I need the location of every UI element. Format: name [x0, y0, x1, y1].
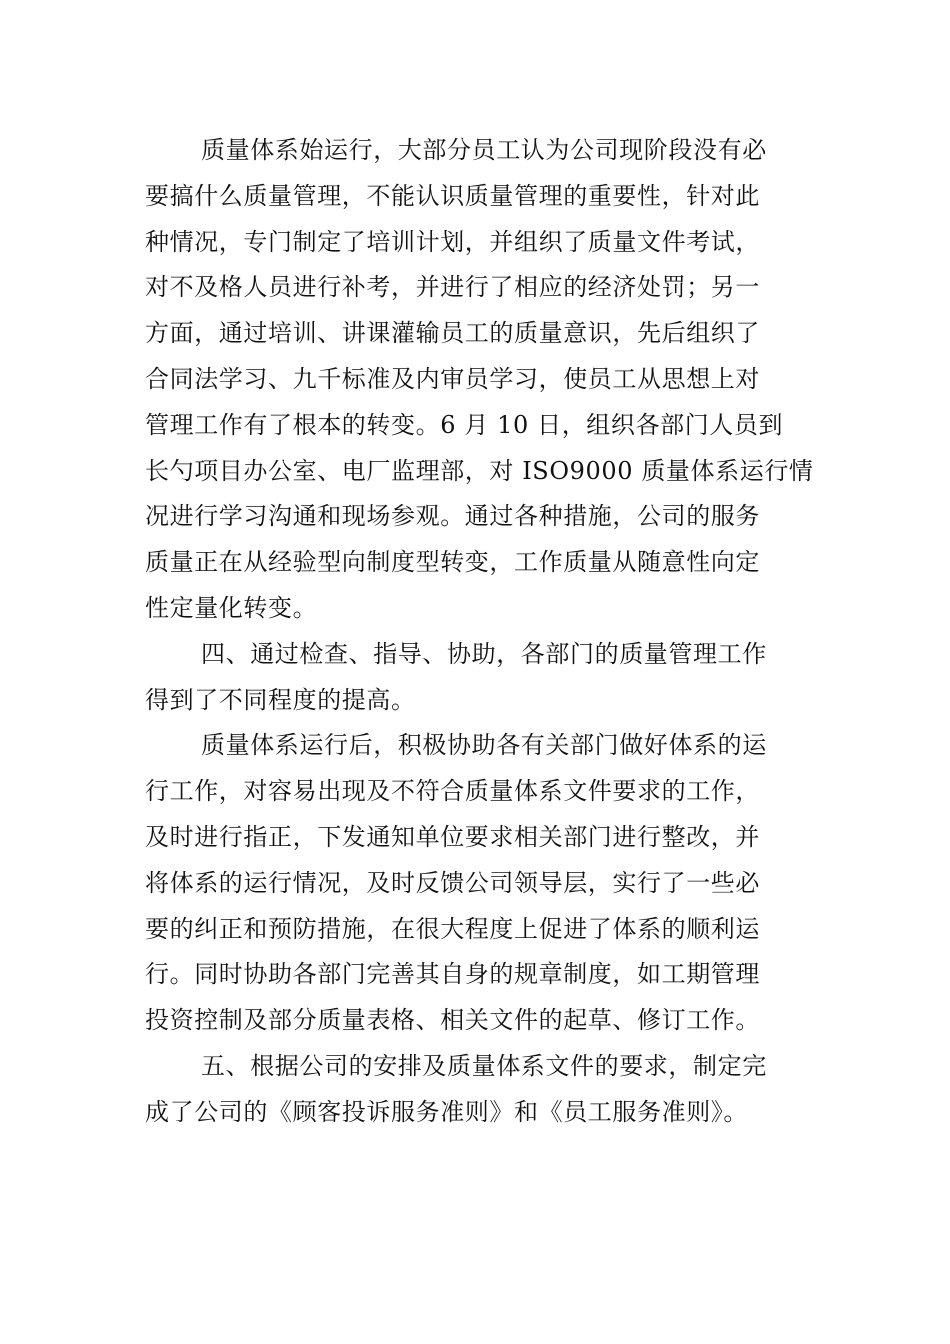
text-line: 四、通过检查、指导、协助，各部门的质量管理工作 [201, 639, 767, 668]
text-line: 况进行学习沟通和现场参观。通过各种措施，公司的服务 [145, 502, 760, 531]
paragraph-section-four-heading [145, 632, 807, 724]
text-line: 质量正在从经验型向制度型转变，工作质量从随意性向定 [145, 548, 760, 577]
text-line: 管理工作有了根本的转变。6 月 10 日，组织各部门人员到 [145, 410, 784, 439]
text-line: 合同法学习、九千标准及内审员学习，使员工从思想上对 [145, 364, 760, 393]
text-line: 质量体系始运行，大部分员工认为公司现阶段没有必 [201, 136, 767, 164]
paragraph-section-five [145, 1044, 807, 1136]
text-line: 成了公司的《顾客投诉服务准则》和《员工服务准则》。 [145, 1097, 748, 1126]
text-line: 要的纠正和预防措施，在很大程度上促进了体系的顺利运 [145, 914, 760, 943]
document-body [145, 128, 814, 1136]
text-line: 性定量化转变。 [145, 593, 318, 622]
text-line: 对不及格人员进行补考，并进行了相应的经济处罚；另一 [145, 273, 760, 302]
text-line: 得到了不同程度的提高。 [145, 685, 416, 714]
paragraph-system-operation [145, 723, 807, 1044]
text-line: 及时进行指正，下发通知单位要求相关部门进行整改，并 [145, 822, 760, 851]
text-line: 要搞什么质量管理，不能认识质量管理的重要性，针对此 [145, 181, 760, 210]
text-line: 种情况，专门制定了培训计划，并组织了质量文件考试， [145, 227, 760, 256]
text-line: 投资控制及部分质量表格、相关文件的起草、修订工作。 [145, 1006, 760, 1035]
text-line: 行。同时协助各部门完善其自身的规章制度，如工期管理 [145, 960, 760, 989]
text-line: 方面，通过培训、讲课灌输员工的质量意识，先后组织了 [145, 319, 760, 348]
paragraph-quality-training [145, 128, 814, 632]
text-line: 行工作，对容易出现及不符合质量体系文件要求的工作， [145, 777, 760, 806]
text-line: 长勺项目办公室、电厂监理部，对 ISO9000 质量体系运行情 [145, 456, 814, 485]
text-line: 将体系的运行情况，及时反馈公司领导层，实行了一些必 [145, 868, 760, 897]
text-line: 五、根据公司的安排及质量体系文件的要求，制定完 [201, 1051, 767, 1080]
text-line: 质量体系运行后，积极协助各有关部门做好体系的运 [201, 731, 767, 760]
